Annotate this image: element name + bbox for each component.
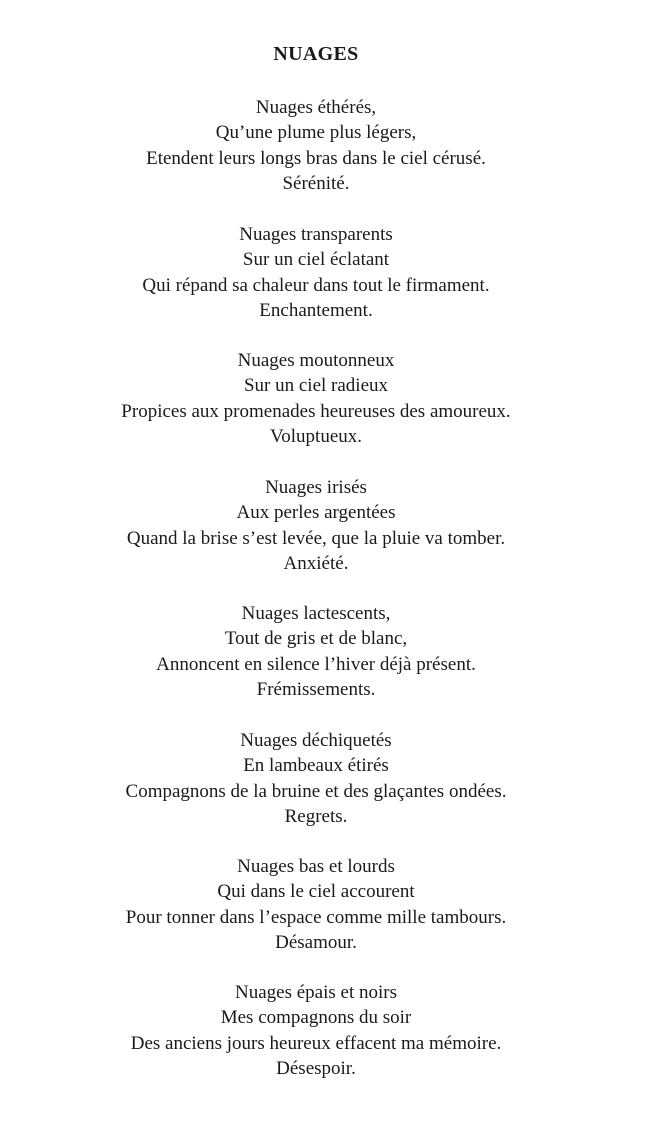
stanza-line: Pour tonner dans l’espace comme mille tambours.: [125, 906, 507, 928]
stanza-line: Nuages éthérés,: [255, 97, 377, 118]
stanza-line: Désamour.: [275, 932, 357, 954]
stanza: [0, 95, 632, 197]
stanza-line: Sur un ciel éclatant: [242, 249, 390, 271]
stanza-line: Quand la brise s’est levée, que la pluie va tomber.: [126, 527, 506, 549]
stanza: [0, 854, 632, 956]
stanza: [0, 222, 632, 324]
stanza-line: Propices aux promenades heureuses des amoureux.: [121, 400, 511, 422]
stanza-line: Tout de gris et de blanc,: [224, 628, 408, 650]
stanza-line: Aux perles argentées: [236, 502, 396, 524]
stanza-line: Qui dans le ciel accourent: [217, 881, 415, 903]
stanza-line: Des anciens jours heureux effacent ma mémoire.: [130, 1032, 502, 1054]
stanza-line: Voluptueux.: [269, 426, 362, 448]
stanza: [0, 601, 632, 703]
stanza: [0, 728, 632, 830]
stanza-line: Nuages transparents: [239, 224, 393, 245]
stanza-line: En lambeaux étirés: [243, 755, 389, 777]
stanza-line: Sur un ciel radieux: [243, 375, 389, 397]
stanza-line: Nuages bas et lourds: [237, 856, 395, 877]
stanza-line: Anxiété.: [283, 553, 349, 575]
stanza: [0, 475, 632, 577]
poem-title: NUAGES: [273, 43, 359, 65]
stanza-line: Enchantement.: [259, 300, 373, 322]
stanza-line: Qui répand sa chaleur dans tout le firmament.: [142, 274, 490, 296]
stanza-line: Qu’une plume plus légers,: [215, 122, 417, 144]
stanza-line: Désespoir.: [276, 1058, 356, 1080]
stanza: [0, 348, 632, 450]
stanza-line: Compagnons de la bruine et des glaçantes ondées.: [125, 780, 507, 802]
stanza-line: Nuages irisés: [265, 477, 367, 498]
stanza-line: Nuages moutonneux: [237, 350, 395, 371]
stanza-line: Annoncent en silence l’hiver déjà présent.: [156, 653, 476, 675]
stanza-line: Etendent leurs longs bras dans le ciel cérusé.: [146, 147, 486, 169]
stanza-line: Regrets.: [284, 806, 348, 828]
stanza-line: Nuages déchiquetés: [240, 730, 392, 751]
stanza-line: Sérénité.: [282, 173, 350, 195]
stanza: [0, 980, 632, 1082]
stanza-line: Frémissements.: [256, 679, 376, 701]
stanza-line: Nuages lactescents,: [241, 603, 391, 624]
stanza-line: Nuages épais et noirs: [235, 982, 397, 1003]
stanza-line: Mes compagnons du soir: [220, 1007, 412, 1029]
